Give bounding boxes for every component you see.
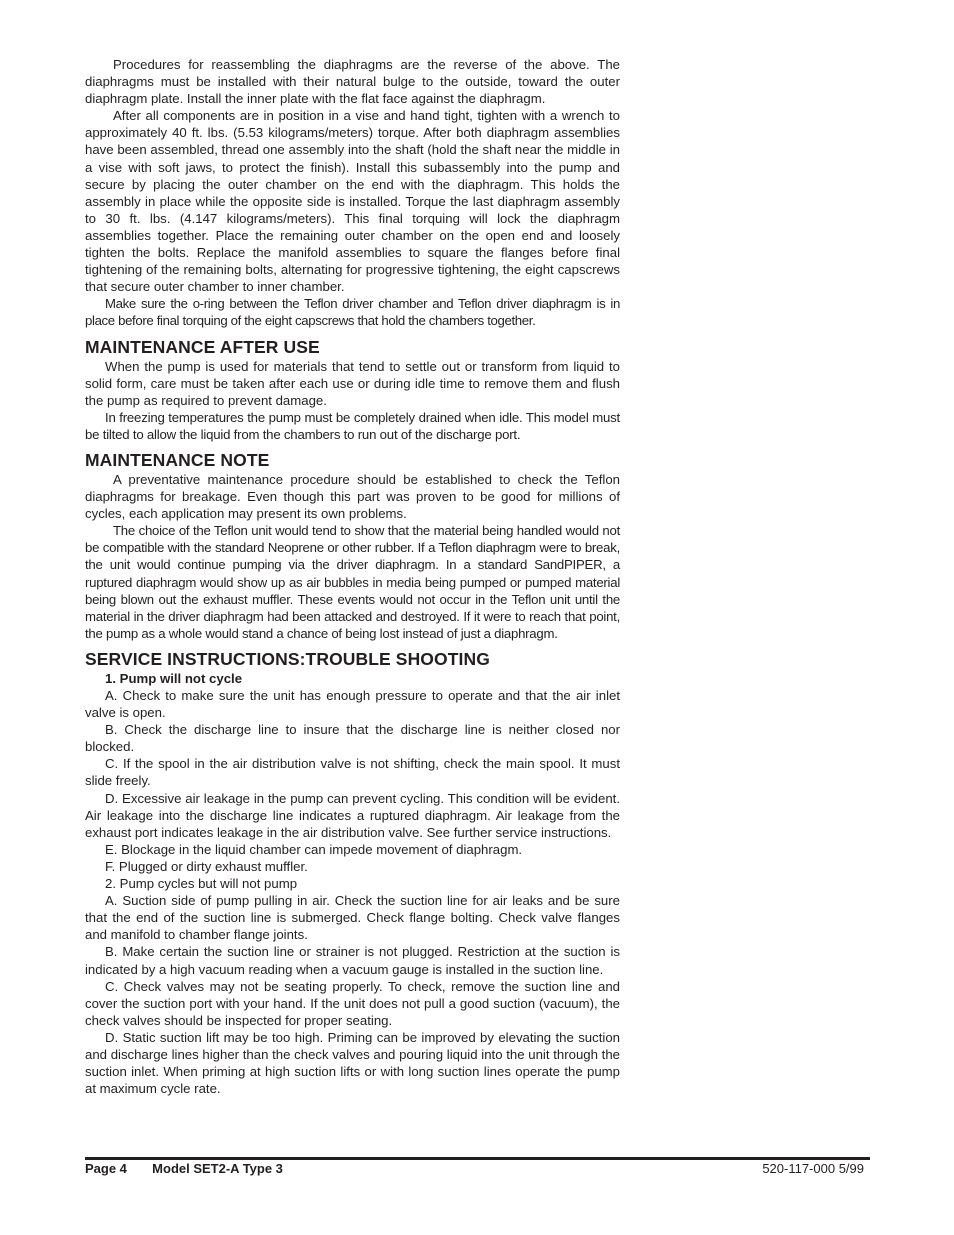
paragraph: A preventative maintenance procedure should be established to check the Teflon diaphragms for breakage. Even though this part was proven to be good for millions of cycles, each application may present its own problems. — [85, 471, 620, 522]
trouble-step: C. If the spool in the air distribution valve is not shifting, check the main spool. It must slide freely. — [85, 756, 620, 789]
section-heading: SERVICE INSTRUCTIONS:TROUBLE SHOOTING — [85, 648, 490, 669]
trouble-step: E. Blockage in the liquid chamber can impede movement of diaphragm. — [105, 841, 523, 857]
section-heading: MAINTENANCE AFTER USE — [85, 336, 320, 357]
trouble-item-title: 1. Pump will not cycle — [105, 670, 243, 686]
trouble-step: B. Make certain the suction line or strainer is not plugged. Restriction at the suction is indicated by a high vacuum reading when a vacuum gauge is installed in the suction line. — [85, 944, 620, 977]
paragraph: When the pump is used for materials that tend to settle out or transform from liquid to solid form, care must be taken after each use or during idle time to remove them and flush the pump as required to prevent damage. — [85, 358, 620, 408]
document-number: 520-117-000 5/99 — [762, 1161, 864, 1176]
trouble-step: D. Excessive air leakage in the pump can prevent cycling. This condition will be evident. Air leakage into the discharge line indicates a ruptured diaphragm. Air leakage from the exhaust port indicates leakage in the air distribution valve. See further service instructions. — [85, 790, 620, 840]
section-heading: MAINTENANCE NOTE — [85, 449, 270, 470]
page-footer — [85, 1160, 870, 1180]
trouble-step: A. Check to make sure the unit has enough pressure to operate and that the air inlet valve is open. — [85, 688, 620, 721]
paragraph: In freezing temperatures the pump must be completely drained when idle. This model must be tilted to allow the liquid from the chambers to run out of the discharge port. — [85, 409, 620, 442]
paragraph: After all components are in position in a vise and hand tight, tighten with a wrench to approximately 40 ft. lbs. (5.53 kilograms/meters) torque. After both diaphragm assemblies have been assembled, thread one assembly into the shaft (hold the shaft near the middle in a vise with soft jaws, to protect the finish). Install this subassembly into the pump and secure by placing the outer chamber on the end with the diaphragm. This holds the assembly in place while the opposite side is installed. Torque the last diaphragm assembly to 30 ft. lbs. (4.147 kilograms/meters). This final torquing will lock the diaphragm assemblies together. Place the remaining outer chamber on the open end and loosely tighten the bolts. Replace the manifold assemblies to square the flanges before final tightening of the remaining bolts, alternating for progressive tightening, the eight capscrews that secure outer chamber to inner chamber. — [85, 108, 620, 295]
paragraph: The choice of the Teflon unit would tend to show that the material being handled would not be compatible with the standard Neoprene or other rubber. If a Teflon diaphragm were to break, the unit would continue pumping via the driver diaphragm. In a standard SandPIPER, a ruptured diaphragm would show up as air bubbles in media being pumped or pumped material being blown out the exhaust muffler. These events would not occur in the Teflon unit until the material in the driver diaphragm had been attacked and destroyed. If it were to reach that point, the pump as a whole would stand a chance of being lost instead of just a diaphragm. — [85, 523, 620, 641]
model-name: Model SET2-A Type 3 — [152, 1161, 283, 1176]
footer-left — [85, 1160, 283, 1178]
trouble-step: D. Static suction lift may be too high. Priming can be improved by elevating the suction and discharge lines higher than the check valves and pouring liquid into the unit through the suction inlet. When priming at high suction lifts or with long suction lines operate the pump at maximum cycle rate. — [85, 1029, 620, 1097]
paragraph: Make sure the o-ring between the Teflon driver chamber and Teflon driver diaphragm is in place before final torquing of the eight capscrews that hold the chambers together. — [85, 296, 620, 329]
trouble-step: A. Suction side of pump pulling in air. Check the suction line for air leaks and be sure that the end of the suction line is submerged. Check flange bolting. Check valve flanges and manifold to chamber flange joints. — [85, 893, 620, 943]
page-number: Page 4 — [85, 1161, 127, 1176]
text-column — [85, 56, 620, 1097]
trouble-step: F. Plugged or dirty exhaust muffler. — [105, 858, 308, 874]
trouble-step: B. Check the discharge line to insure that the discharge line is neither closed nor blocked. — [85, 722, 620, 755]
paragraph: Procedures for reassembling the diaphragms are the reverse of the above. The diaphragms must be installed with their natural bulge to the outside, toward the outer diaphragm plate. Install the inner plate with the flat face against the diaphragm. — [85, 57, 620, 107]
trouble-step: C. Check valves may not be seating properly. To check, remove the suction line and cover the suction port with your hand. If the unit does not pull a good suction (vacuum), the check valves should be inspected for proper seating. — [85, 978, 620, 1028]
trouble-item-title: 2. Pump cycles but will not pump — [105, 876, 298, 892]
